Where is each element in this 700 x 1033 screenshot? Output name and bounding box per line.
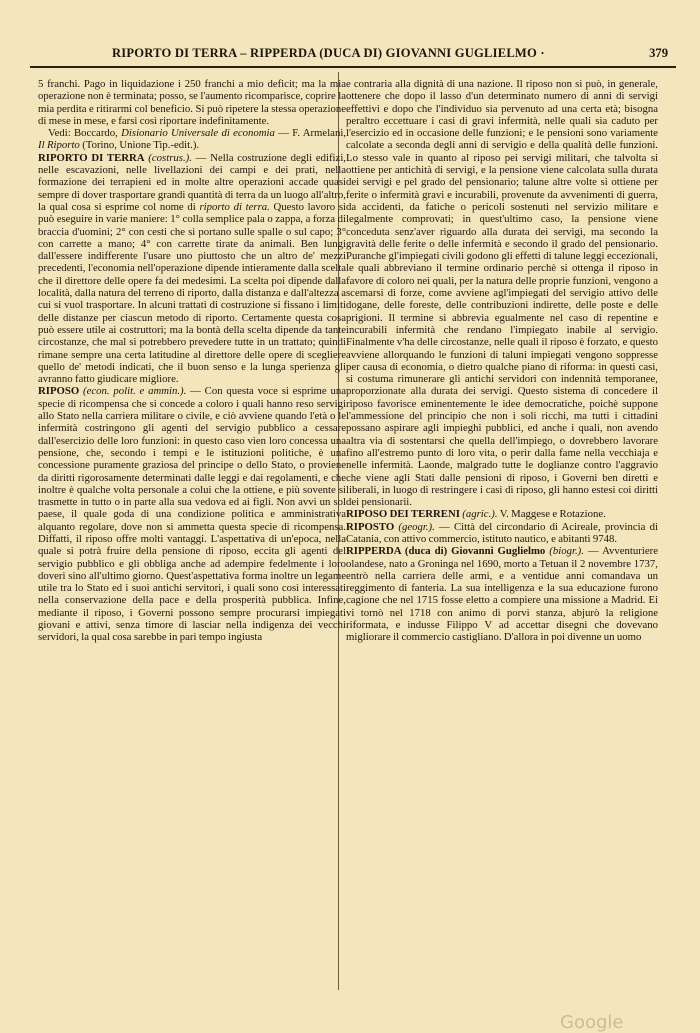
entry-text: — Avventuriere olandese, nato a Groninga nel 1690, morto a Tetuan il 2 novembre 1737, entrò nella carriera delle armi, e a ventidue anni comandava un reggimento di fanteria. La sua intelligenza e la sua educazione furono cagione che nel 1715 fosse eletto a compiere una missione a Madrid. Ei vi tornò nel 1718 con animo di porvi stanza, abjurò la religione riformata, e indusse Filippo V ad accettar disegni che dovevano migliorare il commercio castigliano. D'allora in poi divenne un uomo bbox=[346, 545, 658, 644]
entry-headword: RIPOSTO bbox=[346, 520, 395, 533]
entry-category: (biogr.). bbox=[545, 545, 584, 558]
entry-headword: RIPOSO bbox=[38, 385, 80, 398]
entry-category: (agric.). bbox=[459, 508, 498, 521]
entry-text: — Con questa voce si esprime una specie di ricompensa che si concede a coloro i quali hanno reso servigi allo Stato nella carriera militare o civile, e ciò avviene quando l'età o le infermità costringono gli agenti del servigio pubblico a cessare dall'esercizio delle loro funzioni: in questo caso vien loro concessa una pensione, che, secondo i tempi e le istituzioni politiche, è una concessione puramente graziosa del principe o dello Stato, o proviene da diritti rigorosamente determinati dalle leggi e dai regolamenti, e che inoltre è qualche volta personale a colui che la ottiene, e più sovente si trasmette in tutto o in parte alla sua vedova ed ai figli. Non avvi un sol paese, il quale goda di una condizione politica e amministrativa alquanto regolare, dove non si ammetta questa specie di ricompensa. Diffatti, il riposo offre molti vantaggi. L'aspettativa di un'epoca, nella quale si potrà fruire della pensione di riposo, eccita gli agenti del servigio pubblico e gli obbliga anche ad adempire fedelmente i loro doveri sino all'ultimo giorno. Quest'aspettativa forma inoltre un legame utile tra lo Stato ed i suoi antichi servitori, i quali sono così interessati nella conservazione della pace e della prosperità pubblica. Infine, mediante il riposo, i Governi possono sempre procurarsi impiegati giovani e attivi, senza timore di lasciar nella indigenza dei vecchi servidori, la qual cosa sarebbe in pari tempo ingiusta bbox=[38, 385, 347, 644]
entry-text: V. Maggese e Rotazione. bbox=[497, 508, 606, 521]
entry-text: — Città del circondario di Acireale, provincia di Catania, con attivo commercio, istituto nautico, e abitanti 9748. bbox=[346, 520, 658, 545]
page-header bbox=[30, 44, 676, 68]
entry-headword: RIPPERDA (duca di) Giovanni Guglielmo bbox=[346, 545, 546, 558]
entry-riposo bbox=[38, 385, 346, 643]
text-run: — F. Armelani, bbox=[274, 127, 346, 140]
right-column bbox=[346, 78, 658, 644]
text-run: Vedi: Boccardo, bbox=[48, 127, 122, 140]
entry-headword: RIPORTO DI TERRA bbox=[38, 151, 145, 164]
page-number: 379 bbox=[649, 46, 668, 60]
entry-category: (geogr.). bbox=[394, 520, 435, 533]
entry-riposto bbox=[346, 521, 658, 546]
paragraph-continuation: e contraria alla dignità di una nazione. Il riposo non si può, in generale, ottenere che dopo il lasso d'un determinato numero di anni di servigi effettivi e dopo che l'individuo sia pervenuto ad una certa età; bisogna peraltro eccettuare i casi di gravi infermità, nelle quali sia caduto per l'esercizio ed in occasione delle funzioni; e le pensioni sono variamente calcolate a seconda degli anni di servigio e della qualità delle funzioni. Lo stesso vale in quanto al riposo pei servigi militari, che talvolta si ottiene per antichità di servigi, e la pensione viene calcolata sulla durata dei servigi e pel grado del pensionario; talune altre volte si ottiene per ferite o infermità gravi e incurabili, provenute da avvenimenti di guerra, da accidenti, da fatiche o pericoli sostenuti nel servizio militare e legalmente comprovati; in quest'ultimo caso, la pensione viene conceduta senz'aver riguardo alla durata dei servigi, ma secondo la gravità delle ferite o delle infermità e secondo il grado del pensionario. Puranche gl'impiegati civili godono gli effetti di talune leggi eccezionali, le quali abbreviano il termine ordinario perchè si ottenga il riposo in favore di coloro nei quali, per la natura delle proprie funzioni, vengono a scemarsi di forze, come avviene agl'impiegati del servigio attivo delle dogane, delle foreste, delle contribuzioni indirette, delle poste e delle prigioni. Il termine si abbrevia egualmente nel caso di repentine e incurabili infermità che rendano l'impiegato inabile al servigio. Finalmente v'ha delle circostanze, nelle quali il riposo è forzato, e questo avviene allorquando le funzioni di taluni impiegati vengono soppresse per causa di economia, o dietro qualche piano di riforma: in questi casi, si costuma rimunerare gli antichi servidori con indennità temporanee, proporzionate alla durata dei servigi. Questo sistema di concedere il riposo favorisce eminentemente le idee democratiche, poichè suppone l'ammessione del principio che non i soli ricchi, ma tutti i cittadini possano aspirare agli impieghi pubblici, ed anche i quali, non avendo altra via di sostentarsi che quella dell'impiego, o dovrebbero lavorare fino all'estremo punto di loro vita, o perir dalla fame nella vecchiaja e nelle infermità. Laonde, malgrado tutte le doglianze contro l'aggravio che viene agli Stati dalle pensioni di riposo, i Governi ben diretti e liberali, in luogo di restringere i casi di riposo, gli hanno estesi coi diritti dei pensionarii. bbox=[346, 78, 658, 509]
entry-riposo-dei-terreni bbox=[346, 508, 658, 520]
entry-text: Questo lavoro si può eseguire in varie maniere: 1° colla semplice pala o zappa, a forza di braccia d'uomini; 2° con cesti che si portano sulle spalle o sul capo; 3° con carrette a mano; 4° con carrette tirate da animali. Ben lungi dall'essere indifferente l'usare uno piuttosto che un altro de' mezzi precedenti, l'economia nell'operazione dipende intieramente dalla scelta che il direttore delle opere fa dei medesimi. La scelta poi dipende dalla località, dalla natura del terreno di riporto, dalla distanza e dall'altezza a cui si vuol trasportare. In alcuni trattati di costruzione si fissano i limiti delle distanze per ciascun metodo di riporto. Certamente questa cosa può essere utile ai costruttori; ma la bontà della scelta dipende da tante circostanze, che mal si potrebbero prevedere tutte in un trattato; quindi rimane sempre una certa latitudine al direttore delle opere di scegliere quello de' metodi indicati, che il buon senso e la lunga sperienza gli avranno fatto giudicare migliore. bbox=[38, 200, 346, 386]
running-head: RIPORTO DI TERRA – RIPPERDA (DUCA DI) GIOVANNI GUGLIELMO · bbox=[112, 46, 545, 60]
entry-headword: RIPOSO DEI TERRENI bbox=[346, 508, 460, 521]
entry-category: (costrus.). bbox=[144, 151, 192, 164]
paragraph-continuation: 5 franchi. Pago in liquidazione i 250 franchi a mio deficit; ma la mia operazione non è terminata; posso, se l'aumento ricomparisce, coprire la mia perdita e ritirarmi col beneficio. Si può ripetere la stessa operazione di mese in mese, e farsi così riportare indefinitamente. bbox=[38, 78, 346, 127]
left-column bbox=[38, 78, 346, 644]
paragraph-references bbox=[38, 127, 346, 152]
italic-title: Disionario Universale di economia bbox=[121, 127, 275, 140]
scan-watermark: Google bbox=[560, 1012, 624, 1033]
entry-riporto-di-terra bbox=[38, 152, 346, 386]
entry-text: — Nella costruzione degli edifizi, nelle escavazioni, nelle livellazioni dei campi e dei prati, nella formazione dei terrapieni ed in molte altre operazioni accade quasi sempre di dover trasportare grandi quantità di terra da un luogo all'altro, la qual cosa si esprime col nome di bbox=[38, 151, 346, 213]
italic-title: Il Riporto bbox=[38, 139, 80, 152]
entry-category: (econ. polit. e ammin.). bbox=[79, 385, 187, 398]
entry-ripperda bbox=[346, 545, 658, 643]
italic-term: riporto di terra. bbox=[199, 200, 270, 213]
text-run: (Torino, Unione Tip.-edit.). bbox=[79, 139, 200, 152]
